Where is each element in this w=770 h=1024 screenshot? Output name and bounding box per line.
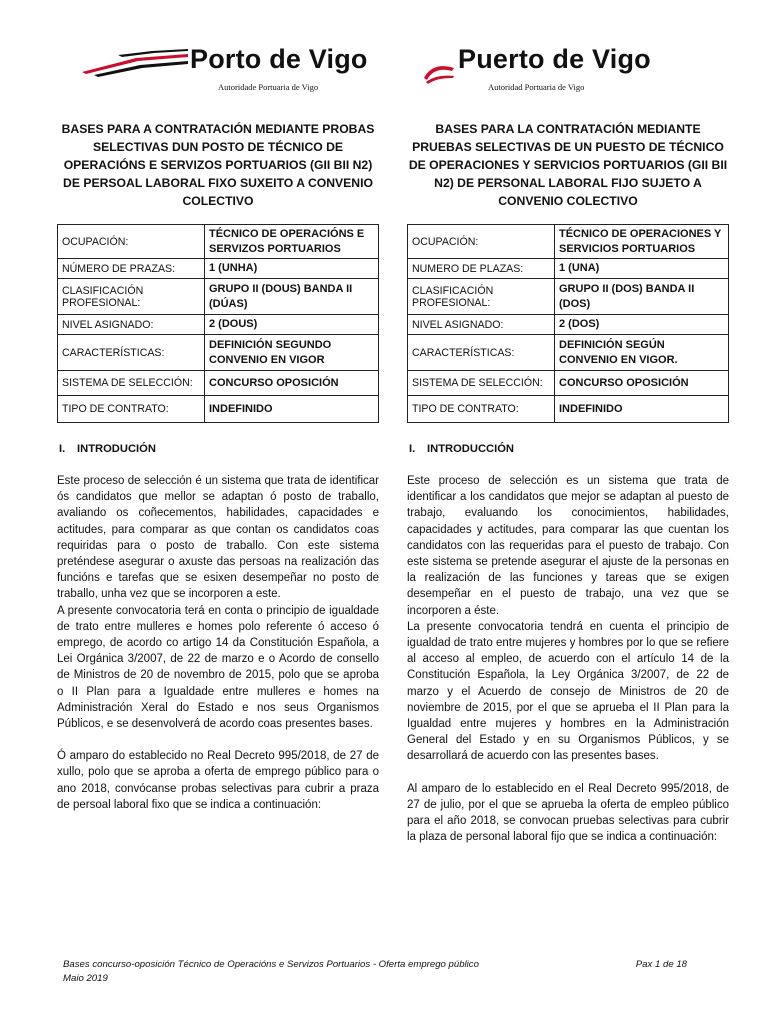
- row-value: 1 (UNA): [555, 259, 729, 279]
- row-label: TIPO DE CONTRATO:: [58, 396, 205, 423]
- paragraph: Al amparo de lo establecido en el Real Decreto 995/2018, de 27 de julio, por el que se aprueba la oferta de empleo público para el año 2018, se convocan pruebas selectivas para cubrir la plaza de personal laboral fijo que se indica a continuación:: [407, 782, 729, 844]
- right-brand-subtitle: Autoridad Portuaria de Vigo: [488, 82, 585, 92]
- row-value: DEFINICIÓN SEGUNDO CONVENIO EN VIGOR: [205, 335, 379, 371]
- row-label: CLASIFICACIÓN PROFESIONAL:: [408, 279, 555, 315]
- row-label: TIPO DE CONTRATO:: [408, 396, 555, 423]
- section-number: I.: [409, 443, 416, 455]
- row-label: OCUPACIÓN:: [58, 225, 205, 259]
- paragraph: Ó amparo do establecido no Real Decreto 995/2018, de 27 de xullo, polo que se aproba a oferta de emprego público para o ano 2018, convócanse probas selectivas para cubrir a praza de persoal laboral fixo que se indica a continuación:: [57, 750, 379, 811]
- row-value: 2 (DOUS): [205, 315, 379, 335]
- galician-column: [57, 120, 379, 813]
- row-label: NUMERO DE PLAZAS:: [408, 259, 555, 279]
- section-heading-galician: [59, 443, 379, 455]
- table-row: [58, 315, 379, 335]
- section-title: INTRODUCIÓN: [77, 443, 156, 455]
- table-row: [58, 335, 379, 371]
- row-label: NÚMERO DE PRAZAS:: [58, 259, 205, 279]
- section-title: INTRODUCCIÓN: [427, 443, 515, 455]
- puerto-logo-mark-icon: [422, 58, 456, 86]
- footer-document-name: Bases concurso-oposición Técnico de Operacións e Servizos Portuarios - Oferta emprego público: [63, 959, 479, 970]
- footer-date: Maio 2019: [63, 973, 108, 984]
- row-label: NIVEL ASIGNADO:: [408, 315, 555, 335]
- row-value: CONCURSO OPOSICIÓN: [555, 371, 729, 396]
- row-value: INDEFINIDO: [555, 396, 729, 423]
- table-row: [408, 225, 729, 259]
- table-row: [408, 396, 729, 423]
- row-label: CLASIFICACIÓN PROFESIONAL:: [58, 279, 205, 315]
- table-row: [408, 315, 729, 335]
- left-brand-subtitle: Autoridade Portuaria de Vigo: [218, 82, 319, 92]
- table-row: [408, 371, 729, 396]
- row-value: INDEFINIDO: [205, 396, 379, 423]
- row-value: GRUPO II (DOUS) BANDA II (DÚAS): [205, 279, 379, 315]
- row-value: CONCURSO OPOSICIÓN: [205, 371, 379, 396]
- row-value: TÉCNICO DE OPERACIÓNS E SERVIZOS PORTUARIOS: [205, 225, 379, 259]
- row-label: SISTEMA DE SELECCIÓN:: [408, 371, 555, 396]
- table-row: [58, 279, 379, 315]
- row-value: 2 (DOS): [555, 315, 729, 335]
- row-value: DEFINICIÓN SEGÚN CONVENIO EN VIGOR.: [555, 335, 729, 371]
- table-row: [58, 259, 379, 279]
- porto-de-vigo-logo: [78, 38, 398, 94]
- row-value: TÉCNICO DE OPERACIONES Y SERVICIOS PORTUARIOS: [555, 225, 729, 259]
- row-label: OCUPACIÓN:: [408, 225, 555, 259]
- row-value: 1 (UNHA): [205, 259, 379, 279]
- table-row: [408, 259, 729, 279]
- table-row: [408, 279, 729, 315]
- document-title-spanish: BASES PARA LA CONTRATACIÓN MEDIANTE PRUEBAS SELECTIVAS DE UN PUESTO DE TÉCNICO DE OPERACIONES Y SERVICIOS PORTUARIOS (GII BII N2) DE PERSONAL LABORAL FIJO SUJETO A CONVENIO COLECTIVO: [408, 122, 728, 208]
- page-number: Pax 1 de 18: [635, 959, 687, 970]
- row-label: NIVEL ASIGNADO:: [58, 315, 205, 335]
- paragraph: Este proceso de selección es un sistema que trata de identificar a los candidatos que mejor se adaptan al puesto de trabajo, evaluando los conocimientos, habilidades, capacidades y actitudes, para comparar las que cuentan los candidatos con las requeridas para el puesto de trabajo. Con este sistema se pretende asegurar el ajuste de la personas en la realización de las funciones y tareas que se exigen desempeñar en el puesto de trabajo, una vez que se incorporen a éste.: [407, 475, 729, 617]
- spanish-column: [407, 120, 729, 845]
- paragraph: A presente convocatoria terá en conta o principio de igualdade de trato entre mulleres e homes polo referente ó acceso ó emprego, de acordo co artigo 14 da Constitución Española, a Lei Orgánica 3/2007, de 22 de marzo e o Acordo de consello de Ministros de 20 de novembro de 2015, polo que se aproba o II Plan para a Igualdade entre mulleres e homes na Administración Xeral do Estado e nos seus Organismos Públicos, e se desenvolverá de acordo coas presentes bases.: [57, 604, 379, 731]
- left-brand-name: Porto de Vigo: [190, 44, 368, 74]
- document-title-galician: BASES PARA A CONTRATACIÓN MEDIANTE PROBAS SELECTIVAS DUN POSTO DE TÉCNICO DE OPERACIÓNS E SERVIZOS PORTUARIOS (GII BII N2) DE PERSOAL LABORAL FIXO SUXEITO A CONVENIO COLECTIVO: [61, 122, 375, 208]
- job-info-table-spanish: [407, 224, 729, 423]
- table-row: [408, 335, 729, 371]
- table-row: [58, 371, 379, 396]
- row-label: CARACTERÍSTICAS:: [58, 335, 205, 371]
- page-footer: [63, 958, 703, 986]
- table-row: [58, 396, 379, 423]
- porto-logo-mark-icon: [78, 48, 188, 78]
- row-label: SISTEMA DE SELECCIÓN:: [58, 371, 205, 396]
- table-row: [58, 225, 379, 259]
- puerto-de-vigo-logo: [420, 38, 740, 94]
- section-number: I.: [59, 443, 66, 455]
- job-info-table-galician: [57, 224, 379, 423]
- paragraph: Este proceso de selección é un sistema que trata de identificar ós candidatos que mellor se adaptan ó posto de traballo, avaliando os coñecementos, habilidades, capacidades e actitudes, para comparar as que contan os candidatos coas requiridas para o posto de traballo. Con este sistema preténdese asegurar o axuste das persoas na realización das funcións e tarefas que se esixen desempeñar no posto de traballo, unha vez que se incorporen a este.: [57, 475, 379, 601]
- row-label: CARACTERÍSTICAS:: [408, 335, 555, 371]
- section-heading-spanish: [409, 443, 729, 455]
- row-value: GRUPO II (DOS) BANDA II (DOS): [555, 279, 729, 315]
- right-brand-name: Puerto de Vigo: [458, 44, 651, 74]
- paragraph: La presente convocatoria tendrá en cuenta el principio de igualdad de trato entre mujeres y hombres por lo que se refiere al acceso al empleo, de acuerdo con el artículo 14 de la Constitución Española, la Ley Orgánica 3/2007, de 22 de marzo y el Acuerdo de consejo de Ministros de 20 de noviembre de 2015, por el que se aprueba el II Plan para la Igualdad entre mujeres y hombres en la Administración General del Estado y en su Organismos Públicos, y se desarrollará de acuerdo con las presentes bases.: [407, 620, 729, 763]
